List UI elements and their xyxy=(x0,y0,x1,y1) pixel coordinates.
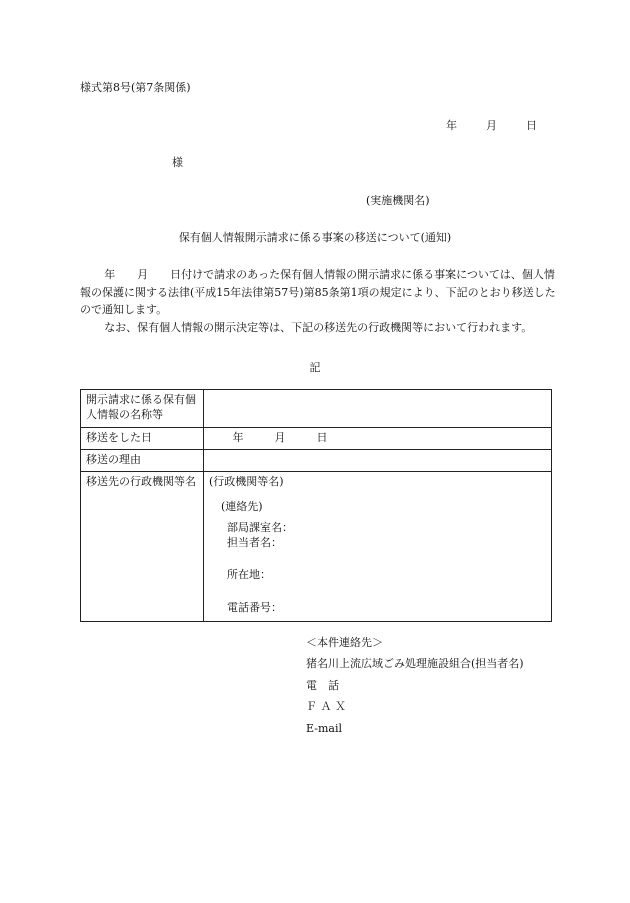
form-number: 様式第8号(第7条関係) xyxy=(80,81,191,94)
department-label: 部局課室名： xyxy=(227,520,293,534)
notice-date xyxy=(446,118,537,133)
table-row xyxy=(81,390,552,428)
document-title: 保有個人情報開示請求に係る事案の移送について(通知) xyxy=(178,231,452,244)
row-label-transfer-reason: 移送の理由 xyxy=(81,450,204,472)
body-text xyxy=(80,266,560,336)
transfer-info-table xyxy=(80,389,552,622)
contact-block xyxy=(306,632,524,739)
table-row xyxy=(81,472,552,622)
transfer-date-day: 日 xyxy=(316,431,328,444)
table-row xyxy=(81,428,552,450)
destination-contact-items xyxy=(227,521,546,616)
contact-fax: Ｆ Ａ Ｘ xyxy=(306,700,346,714)
contact-heading: ＜本件連絡先＞ xyxy=(306,636,383,649)
date-year: 年 xyxy=(446,119,457,132)
date-month: 月 xyxy=(486,119,497,132)
value-transfer-date xyxy=(204,428,552,450)
value-info-name xyxy=(204,390,552,428)
date-day: 日 xyxy=(526,119,537,132)
row-label-destination: 移送先の行政機関等名 xyxy=(81,472,204,622)
body-paragraph-1: 年 月 日付けで請求のあった保有個人情報の開示請求に係る事案については、個人情報の保護に関する法律(平成15年法律第57号)第85条第1項の規定により、下記のとおり移送したので通知します。 xyxy=(80,268,556,317)
body-paragraph-2: なお、保有個人情報の開示決定等は、下記の移送先の行政機関等において行われます。 xyxy=(104,320,533,334)
contact-org: 猪名川上流広域ごみ処理施設組合(担当者名) xyxy=(306,657,524,671)
contact-email: E-mail xyxy=(306,721,342,735)
address-label: 所在地： xyxy=(227,568,271,582)
transfer-date-month: 月 xyxy=(274,431,286,444)
destination-name-label: (行政機関等名) xyxy=(209,475,284,488)
row-label-info-name: 開示請求に係る保有個人情報の名称等 xyxy=(81,390,204,428)
value-transfer-reason xyxy=(204,450,552,472)
value-destination xyxy=(204,472,552,622)
phone-label: 電話番号： xyxy=(227,601,282,615)
addressee-suffix: 様 xyxy=(172,156,183,169)
contact-tel: 電 話 xyxy=(306,678,339,692)
person-label: 担当者名： xyxy=(227,535,282,549)
row-label-transfer-date: 移送をした日 xyxy=(81,428,204,450)
ki-heading: 記 xyxy=(309,361,321,374)
agency-name: (実施機関名) xyxy=(366,194,430,207)
destination-contact-label: (連絡先) xyxy=(221,499,263,513)
transfer-date-year: 年 xyxy=(232,431,244,444)
table-row xyxy=(81,450,552,472)
